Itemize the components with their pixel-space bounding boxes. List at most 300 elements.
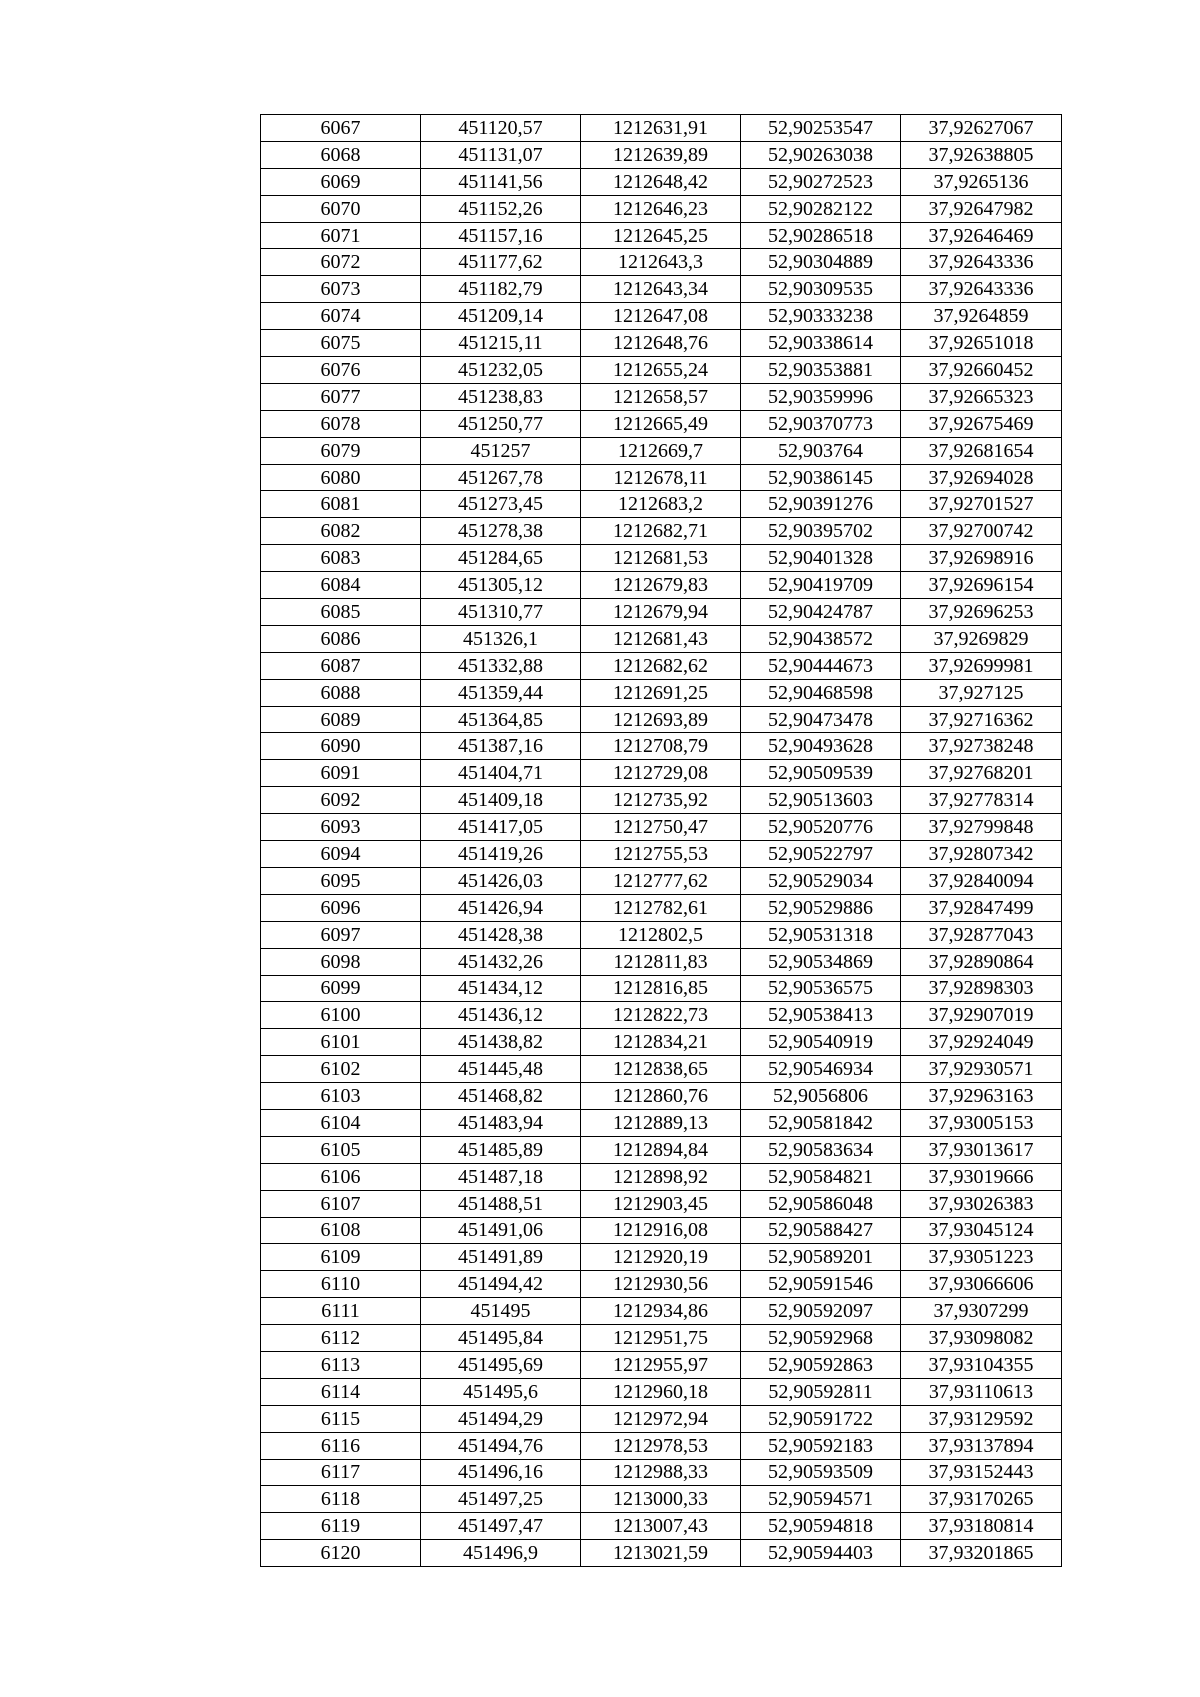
point-number-cell: 6085 (261, 599, 421, 626)
table-row (261, 1298, 1062, 1325)
table-row (261, 141, 1062, 168)
table-row (261, 1109, 1062, 1136)
longitude-cell: 37,927125 (901, 679, 1062, 706)
point-number-cell: 6096 (261, 894, 421, 921)
latitude-cell: 52,90592968 (741, 1325, 901, 1352)
latitude-cell: 52,9056806 (741, 1083, 901, 1110)
longitude-cell: 37,92627067 (901, 115, 1062, 142)
point-number-cell: 6097 (261, 921, 421, 948)
table-row (261, 599, 1062, 626)
table-row (261, 1378, 1062, 1405)
x-coordinate-cell: 451495,6 (421, 1378, 581, 1405)
point-number-cell: 6116 (261, 1432, 421, 1459)
point-number-cell: 6081 (261, 491, 421, 518)
latitude-cell: 52,90584821 (741, 1163, 901, 1190)
y-coordinate-cell: 1212898,92 (581, 1163, 741, 1190)
latitude-cell: 52,90338614 (741, 330, 901, 357)
latitude-cell: 52,903764 (741, 437, 901, 464)
point-number-cell: 6087 (261, 652, 421, 679)
y-coordinate-cell: 1212679,94 (581, 599, 741, 626)
latitude-cell: 52,90592097 (741, 1298, 901, 1325)
latitude-cell: 52,90522797 (741, 841, 901, 868)
y-coordinate-cell: 1212802,5 (581, 921, 741, 948)
x-coordinate-cell: 451238,83 (421, 383, 581, 410)
longitude-cell: 37,92890864 (901, 948, 1062, 975)
point-number-cell: 6117 (261, 1459, 421, 1486)
latitude-cell: 52,90594818 (741, 1513, 901, 1540)
longitude-cell: 37,92738248 (901, 733, 1062, 760)
point-number-cell: 6109 (261, 1244, 421, 1271)
table-row (261, 1244, 1062, 1271)
point-number-cell: 6113 (261, 1351, 421, 1378)
y-coordinate-cell: 1212708,79 (581, 733, 741, 760)
table-row (261, 787, 1062, 814)
table-row (261, 1136, 1062, 1163)
point-number-cell: 6089 (261, 706, 421, 733)
point-number-cell: 6090 (261, 733, 421, 760)
y-coordinate-cell: 1212860,76 (581, 1083, 741, 1110)
latitude-cell: 52,90309535 (741, 276, 901, 303)
latitude-cell: 52,90333238 (741, 303, 901, 330)
point-number-cell: 6086 (261, 625, 421, 652)
longitude-cell: 37,92665323 (901, 383, 1062, 410)
latitude-cell: 52,90592811 (741, 1378, 901, 1405)
latitude-cell: 52,90401328 (741, 545, 901, 572)
x-coordinate-cell: 451497,47 (421, 1513, 581, 1540)
longitude-cell: 37,93170265 (901, 1486, 1062, 1513)
latitude-cell: 52,90370773 (741, 410, 901, 437)
latitude-cell: 52,90272523 (741, 168, 901, 195)
longitude-cell: 37,92696253 (901, 599, 1062, 626)
x-coordinate-cell: 451257 (421, 437, 581, 464)
x-coordinate-cell: 451182,79 (421, 276, 581, 303)
latitude-cell: 52,90391276 (741, 491, 901, 518)
y-coordinate-cell: 1212889,13 (581, 1109, 741, 1136)
table-row (261, 303, 1062, 330)
latitude-cell: 52,90468598 (741, 679, 901, 706)
y-coordinate-cell: 1212916,08 (581, 1217, 741, 1244)
x-coordinate-cell: 451487,18 (421, 1163, 581, 1190)
point-number-cell: 6088 (261, 679, 421, 706)
table-row (261, 760, 1062, 787)
table-row (261, 1540, 1062, 1567)
table-row (261, 1163, 1062, 1190)
point-number-cell: 6067 (261, 115, 421, 142)
table-row (261, 330, 1062, 357)
point-number-cell: 6102 (261, 1056, 421, 1083)
longitude-cell: 37,92847499 (901, 894, 1062, 921)
y-coordinate-cell: 1212951,75 (581, 1325, 741, 1352)
x-coordinate-cell: 451141,56 (421, 168, 581, 195)
x-coordinate-cell: 451232,05 (421, 357, 581, 384)
x-coordinate-cell: 451494,76 (421, 1432, 581, 1459)
y-coordinate-cell: 1212648,42 (581, 168, 741, 195)
y-coordinate-cell: 1212755,53 (581, 841, 741, 868)
longitude-cell: 37,93104355 (901, 1351, 1062, 1378)
y-coordinate-cell: 1212838,65 (581, 1056, 741, 1083)
coordinates-table (260, 114, 1062, 1567)
longitude-cell: 37,92681654 (901, 437, 1062, 464)
x-coordinate-cell: 451495,69 (421, 1351, 581, 1378)
latitude-cell: 52,90591722 (741, 1405, 901, 1432)
table-row (261, 1029, 1062, 1056)
point-number-cell: 6108 (261, 1217, 421, 1244)
point-number-cell: 6118 (261, 1486, 421, 1513)
longitude-cell: 37,92701527 (901, 491, 1062, 518)
point-number-cell: 6077 (261, 383, 421, 410)
point-number-cell: 6115 (261, 1405, 421, 1432)
table-row (261, 464, 1062, 491)
x-coordinate-cell: 451310,77 (421, 599, 581, 626)
table-row (261, 1002, 1062, 1029)
latitude-cell: 52,90583634 (741, 1136, 901, 1163)
table-row (261, 1271, 1062, 1298)
x-coordinate-cell: 451131,07 (421, 141, 581, 168)
latitude-cell: 52,90444673 (741, 652, 901, 679)
latitude-cell: 52,90253547 (741, 115, 901, 142)
y-coordinate-cell: 1212647,08 (581, 303, 741, 330)
point-number-cell: 6099 (261, 975, 421, 1002)
x-coordinate-cell: 451284,65 (421, 545, 581, 572)
table-row (261, 1351, 1062, 1378)
longitude-cell: 37,93019666 (901, 1163, 1062, 1190)
latitude-cell: 52,90513603 (741, 787, 901, 814)
x-coordinate-cell: 451215,11 (421, 330, 581, 357)
y-coordinate-cell: 1212669,7 (581, 437, 741, 464)
latitude-cell: 52,90493628 (741, 733, 901, 760)
longitude-cell: 37,92700742 (901, 518, 1062, 545)
y-coordinate-cell: 1212735,92 (581, 787, 741, 814)
table-row (261, 841, 1062, 868)
y-coordinate-cell: 1212645,25 (581, 222, 741, 249)
table-row (261, 948, 1062, 975)
y-coordinate-cell: 1212658,57 (581, 383, 741, 410)
point-number-cell: 6094 (261, 841, 421, 868)
longitude-cell: 37,92807342 (901, 841, 1062, 868)
longitude-cell: 37,93005153 (901, 1109, 1062, 1136)
table-row (261, 975, 1062, 1002)
x-coordinate-cell: 451494,42 (421, 1271, 581, 1298)
point-number-cell: 6083 (261, 545, 421, 572)
latitude-cell: 52,90473478 (741, 706, 901, 733)
x-coordinate-cell: 451326,1 (421, 625, 581, 652)
x-coordinate-cell: 451267,78 (421, 464, 581, 491)
table-row (261, 437, 1062, 464)
point-number-cell: 6112 (261, 1325, 421, 1352)
x-coordinate-cell: 451488,51 (421, 1190, 581, 1217)
x-coordinate-cell: 451209,14 (421, 303, 581, 330)
longitude-cell: 37,9307299 (901, 1298, 1062, 1325)
x-coordinate-cell: 451485,89 (421, 1136, 581, 1163)
table-row (261, 814, 1062, 841)
point-number-cell: 6114 (261, 1378, 421, 1405)
point-number-cell: 6068 (261, 141, 421, 168)
x-coordinate-cell: 451491,06 (421, 1217, 581, 1244)
table-row (261, 518, 1062, 545)
point-number-cell: 6075 (261, 330, 421, 357)
longitude-cell: 37,93152443 (901, 1459, 1062, 1486)
x-coordinate-cell: 451409,18 (421, 787, 581, 814)
latitude-cell: 52,90586048 (741, 1190, 901, 1217)
y-coordinate-cell: 1212681,43 (581, 625, 741, 652)
longitude-cell: 37,93045124 (901, 1217, 1062, 1244)
longitude-cell: 37,93098082 (901, 1325, 1062, 1352)
latitude-cell: 52,90531318 (741, 921, 901, 948)
longitude-cell: 37,92675469 (901, 410, 1062, 437)
longitude-cell: 37,92778314 (901, 787, 1062, 814)
table-row (261, 1056, 1062, 1083)
y-coordinate-cell: 1212643,34 (581, 276, 741, 303)
point-number-cell: 6072 (261, 249, 421, 276)
y-coordinate-cell: 1213007,43 (581, 1513, 741, 1540)
table-row (261, 572, 1062, 599)
x-coordinate-cell: 451177,62 (421, 249, 581, 276)
longitude-cell: 37,92840094 (901, 867, 1062, 894)
table-row (261, 679, 1062, 706)
x-coordinate-cell: 451483,94 (421, 1109, 581, 1136)
x-coordinate-cell: 451468,82 (421, 1083, 581, 1110)
point-number-cell: 6079 (261, 437, 421, 464)
longitude-cell: 37,92924049 (901, 1029, 1062, 1056)
y-coordinate-cell: 1212777,62 (581, 867, 741, 894)
table-row (261, 249, 1062, 276)
latitude-cell: 52,90419709 (741, 572, 901, 599)
y-coordinate-cell: 1212655,24 (581, 357, 741, 384)
table-row (261, 491, 1062, 518)
point-number-cell: 6070 (261, 195, 421, 222)
longitude-cell: 37,9269829 (901, 625, 1062, 652)
y-coordinate-cell: 1212643,3 (581, 249, 741, 276)
longitude-cell: 37,92799848 (901, 814, 1062, 841)
latitude-cell: 52,90591546 (741, 1271, 901, 1298)
longitude-cell: 37,92877043 (901, 921, 1062, 948)
longitude-cell: 37,92643336 (901, 249, 1062, 276)
longitude-cell: 37,92907019 (901, 1002, 1062, 1029)
x-coordinate-cell: 451417,05 (421, 814, 581, 841)
table-row (261, 357, 1062, 384)
table-row (261, 1486, 1062, 1513)
table-row (261, 1432, 1062, 1459)
point-number-cell: 6119 (261, 1513, 421, 1540)
y-coordinate-cell: 1212631,91 (581, 115, 741, 142)
latitude-cell: 52,90592863 (741, 1351, 901, 1378)
point-number-cell: 6082 (261, 518, 421, 545)
x-coordinate-cell: 451495,84 (421, 1325, 581, 1352)
x-coordinate-cell: 451494,29 (421, 1405, 581, 1432)
y-coordinate-cell: 1212988,33 (581, 1459, 741, 1486)
point-number-cell: 6103 (261, 1083, 421, 1110)
x-coordinate-cell: 451496,16 (421, 1459, 581, 1486)
latitude-cell: 52,90592183 (741, 1432, 901, 1459)
y-coordinate-cell: 1212972,94 (581, 1405, 741, 1432)
longitude-cell: 37,92647982 (901, 195, 1062, 222)
point-number-cell: 6110 (261, 1271, 421, 1298)
longitude-cell: 37,93051223 (901, 1244, 1062, 1271)
table-row (261, 1083, 1062, 1110)
point-number-cell: 6098 (261, 948, 421, 975)
table-row (261, 115, 1062, 142)
x-coordinate-cell: 451332,88 (421, 652, 581, 679)
y-coordinate-cell: 1212646,23 (581, 195, 741, 222)
latitude-cell: 52,90286518 (741, 222, 901, 249)
longitude-cell: 37,92694028 (901, 464, 1062, 491)
latitude-cell: 52,90534869 (741, 948, 901, 975)
x-coordinate-cell: 451495 (421, 1298, 581, 1325)
longitude-cell: 37,92898303 (901, 975, 1062, 1002)
x-coordinate-cell: 451278,38 (421, 518, 581, 545)
point-number-cell: 6100 (261, 1002, 421, 1029)
x-coordinate-cell: 451428,38 (421, 921, 581, 948)
longitude-cell: 37,92699981 (901, 652, 1062, 679)
table-row (261, 1217, 1062, 1244)
y-coordinate-cell: 1212834,21 (581, 1029, 741, 1056)
latitude-cell: 52,90593509 (741, 1459, 901, 1486)
latitude-cell: 52,90282122 (741, 195, 901, 222)
y-coordinate-cell: 1212930,56 (581, 1271, 741, 1298)
x-coordinate-cell: 451305,12 (421, 572, 581, 599)
point-number-cell: 6069 (261, 168, 421, 195)
point-number-cell: 6106 (261, 1163, 421, 1190)
latitude-cell: 52,90304889 (741, 249, 901, 276)
y-coordinate-cell: 1212729,08 (581, 760, 741, 787)
latitude-cell: 52,90594403 (741, 1540, 901, 1567)
point-number-cell: 6105 (261, 1136, 421, 1163)
x-coordinate-cell: 451496,9 (421, 1540, 581, 1567)
y-coordinate-cell: 1212665,49 (581, 410, 741, 437)
x-coordinate-cell: 451434,12 (421, 975, 581, 1002)
table-row (261, 706, 1062, 733)
point-number-cell: 6101 (261, 1029, 421, 1056)
table-row (261, 168, 1062, 195)
y-coordinate-cell: 1212894,84 (581, 1136, 741, 1163)
point-number-cell: 6073 (261, 276, 421, 303)
point-number-cell: 6074 (261, 303, 421, 330)
point-number-cell: 6104 (261, 1109, 421, 1136)
y-coordinate-cell: 1212682,62 (581, 652, 741, 679)
x-coordinate-cell: 451426,03 (421, 867, 581, 894)
y-coordinate-cell: 1212903,45 (581, 1190, 741, 1217)
x-coordinate-cell: 451387,16 (421, 733, 581, 760)
table-row (261, 625, 1062, 652)
table-row (261, 1513, 1062, 1540)
table-row (261, 1405, 1062, 1432)
y-coordinate-cell: 1212682,71 (581, 518, 741, 545)
y-coordinate-cell: 1212934,86 (581, 1298, 741, 1325)
longitude-cell: 37,92696154 (901, 572, 1062, 599)
longitude-cell: 37,93137894 (901, 1432, 1062, 1459)
point-number-cell: 6111 (261, 1298, 421, 1325)
y-coordinate-cell: 1212811,83 (581, 948, 741, 975)
latitude-cell: 52,90546934 (741, 1056, 901, 1083)
x-coordinate-cell: 451445,48 (421, 1056, 581, 1083)
table-row (261, 383, 1062, 410)
longitude-cell: 37,93066606 (901, 1271, 1062, 1298)
latitude-cell: 52,90540919 (741, 1029, 901, 1056)
y-coordinate-cell: 1213021,59 (581, 1540, 741, 1567)
table-row (261, 867, 1062, 894)
point-number-cell: 6080 (261, 464, 421, 491)
y-coordinate-cell: 1212978,53 (581, 1432, 741, 1459)
latitude-cell: 52,90359996 (741, 383, 901, 410)
x-coordinate-cell: 451404,71 (421, 760, 581, 787)
longitude-cell: 37,93201865 (901, 1540, 1062, 1567)
x-coordinate-cell: 451120,57 (421, 115, 581, 142)
latitude-cell: 52,90529886 (741, 894, 901, 921)
latitude-cell: 52,90529034 (741, 867, 901, 894)
y-coordinate-cell: 1212681,53 (581, 545, 741, 572)
point-number-cell: 6078 (261, 410, 421, 437)
point-number-cell: 6107 (261, 1190, 421, 1217)
y-coordinate-cell: 1212639,89 (581, 141, 741, 168)
x-coordinate-cell: 451497,25 (421, 1486, 581, 1513)
x-coordinate-cell: 451438,82 (421, 1029, 581, 1056)
table-row (261, 894, 1062, 921)
x-coordinate-cell: 451250,77 (421, 410, 581, 437)
latitude-cell: 52,90395702 (741, 518, 901, 545)
longitude-cell: 37,92638805 (901, 141, 1062, 168)
longitude-cell: 37,9265136 (901, 168, 1062, 195)
table-row (261, 410, 1062, 437)
longitude-cell: 37,93013617 (901, 1136, 1062, 1163)
longitude-cell: 37,92643336 (901, 276, 1062, 303)
x-coordinate-cell: 451432,26 (421, 948, 581, 975)
table-row (261, 276, 1062, 303)
point-number-cell: 6076 (261, 357, 421, 384)
latitude-cell: 52,90520776 (741, 814, 901, 841)
point-number-cell: 6092 (261, 787, 421, 814)
point-number-cell: 6095 (261, 867, 421, 894)
latitude-cell: 52,90424787 (741, 599, 901, 626)
y-coordinate-cell: 1212693,89 (581, 706, 741, 733)
y-coordinate-cell: 1212816,85 (581, 975, 741, 1002)
longitude-cell: 37,9264859 (901, 303, 1062, 330)
longitude-cell: 37,92768201 (901, 760, 1062, 787)
y-coordinate-cell: 1212920,19 (581, 1244, 741, 1271)
latitude-cell: 52,90536575 (741, 975, 901, 1002)
x-coordinate-cell: 451426,94 (421, 894, 581, 921)
x-coordinate-cell: 451436,12 (421, 1002, 581, 1029)
longitude-cell: 37,92651018 (901, 330, 1062, 357)
point-number-cell: 6084 (261, 572, 421, 599)
latitude-cell: 52,90594571 (741, 1486, 901, 1513)
table-row (261, 921, 1062, 948)
y-coordinate-cell: 1213000,33 (581, 1486, 741, 1513)
latitude-cell: 52,90538413 (741, 1002, 901, 1029)
x-coordinate-cell: 451273,45 (421, 491, 581, 518)
latitude-cell: 52,90438572 (741, 625, 901, 652)
latitude-cell: 52,90263038 (741, 141, 901, 168)
longitude-cell: 37,92646469 (901, 222, 1062, 249)
longitude-cell: 37,93129592 (901, 1405, 1062, 1432)
y-coordinate-cell: 1212955,97 (581, 1351, 741, 1378)
table-row (261, 652, 1062, 679)
longitude-cell: 37,92716362 (901, 706, 1062, 733)
y-coordinate-cell: 1212960,18 (581, 1378, 741, 1405)
point-number-cell: 6091 (261, 760, 421, 787)
longitude-cell: 37,93110613 (901, 1378, 1062, 1405)
table-row (261, 222, 1062, 249)
x-coordinate-cell: 451157,16 (421, 222, 581, 249)
table-row (261, 195, 1062, 222)
longitude-cell: 37,92963163 (901, 1083, 1062, 1110)
y-coordinate-cell: 1212782,61 (581, 894, 741, 921)
y-coordinate-cell: 1212679,83 (581, 572, 741, 599)
y-coordinate-cell: 1212822,73 (581, 1002, 741, 1029)
latitude-cell: 52,90386145 (741, 464, 901, 491)
longitude-cell: 37,92930571 (901, 1056, 1062, 1083)
table-row (261, 545, 1062, 572)
y-coordinate-cell: 1212648,76 (581, 330, 741, 357)
